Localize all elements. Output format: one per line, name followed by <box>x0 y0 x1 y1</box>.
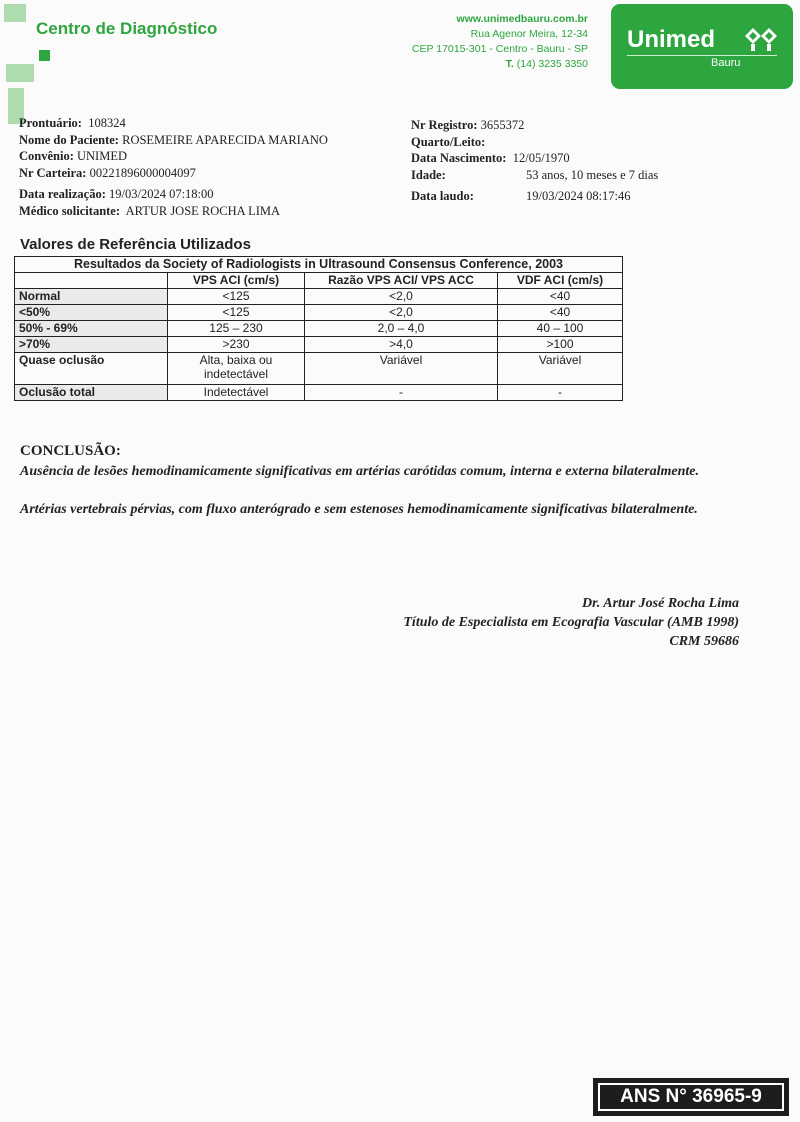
table-cell: >100 <box>498 337 623 353</box>
left-edge-marker <box>6 64 34 82</box>
address-line-1: Rua Agenor Meira, 12-34 <box>470 28 588 40</box>
table-row <box>15 337 623 353</box>
table-row <box>15 289 623 305</box>
reference-title: Valores de Referência Utilizados <box>20 236 251 253</box>
table-cell: Variável <box>305 353 498 385</box>
row-label: Oclusão total <box>15 385 168 401</box>
laudo-label: Data laudo: <box>411 189 474 203</box>
carteira-row <box>19 165 328 182</box>
table-cell: Variável <box>498 353 623 385</box>
table-cell: 2,0 – 4,0 <box>305 321 498 337</box>
column-header: VDF ACI (cm/s) <box>498 273 623 289</box>
convenio-row <box>19 148 328 165</box>
table-cell: <125 <box>168 305 305 321</box>
row-label: >70% <box>15 337 168 353</box>
medico-label: Médico solicitante: <box>19 203 121 218</box>
table-header-row <box>15 273 623 289</box>
medico-row <box>19 203 280 220</box>
website-link[interactable]: www.unimedbauru.com.br <box>456 13 588 25</box>
patient-name-label: Nome do Paciente: <box>19 132 119 147</box>
phone-prefix: T. <box>505 58 514 70</box>
quarto-row <box>411 134 711 151</box>
nascimento-label: Data Nascimento: <box>411 151 507 165</box>
table-cell: <125 <box>168 289 305 305</box>
signature-crm: CRM 59686 <box>669 634 739 649</box>
idade-row <box>411 167 711 184</box>
reference-table <box>14 256 623 401</box>
corner-cell <box>15 273 168 289</box>
table-row <box>15 321 623 337</box>
table-cell: 40 – 100 <box>498 321 623 337</box>
table-cell: >230 <box>168 337 305 353</box>
ans-number: ANS N° 36965-9 <box>598 1083 784 1111</box>
phone-number: (14) 3235 3350 <box>516 58 588 70</box>
signature-name: Dr. Artur José Rocha Lima <box>581 596 739 611</box>
prontuario-row <box>19 115 328 132</box>
contact-block <box>412 12 588 72</box>
logo-name: Unimed <box>627 26 716 53</box>
patient-name-row <box>19 132 328 149</box>
prontuario-label: Prontuário: <box>19 116 82 130</box>
row-label: Normal <box>15 289 168 305</box>
table-cell: <40 <box>498 305 623 321</box>
table-row <box>15 385 623 401</box>
registro-value: 3655372 <box>480 118 525 132</box>
row-label: Quase oclusão <box>15 353 168 385</box>
phone <box>412 57 588 72</box>
table-cell: - <box>498 385 623 401</box>
patient-name-value: ROSEMEIRE APARECIDA MARIANO <box>122 132 328 147</box>
table-row <box>15 305 623 321</box>
table-cell: <2,0 <box>305 305 498 321</box>
conclusion-heading: CONCLUSÃO: <box>20 443 121 459</box>
table-caption-row <box>15 257 623 273</box>
unimed-logo <box>611 4 793 89</box>
ans-badge <box>593 1078 789 1116</box>
table-cell: Alta, baixa ou indetectável <box>168 353 305 385</box>
table-row <box>15 353 623 385</box>
signature-title: Título de Especialista em Ecografia Vascular (AMB 1998) <box>403 615 739 630</box>
clinic-logo-square <box>39 50 50 61</box>
conclusion-line-2: Artérias vertebrais pérvias, com fluxo anterógrado e sem estenoses hemodinamicamente significativas bilateralmente. <box>20 502 698 517</box>
logo-city: Bauru <box>711 57 741 69</box>
carteira-label: Nr Carteira: <box>19 165 87 180</box>
realizacao-label: Data realização: <box>19 187 106 201</box>
patient-info-right <box>411 117 711 183</box>
row-label: 50% - 69% <box>15 321 168 337</box>
left-edge-marker <box>4 4 26 22</box>
idade-label: Idade: <box>411 167 446 182</box>
nascimento-value: 12/05/1970 <box>512 151 570 165</box>
medico-value: ARTUR JOSE ROCHA LIMA <box>125 203 281 218</box>
registro-label: Nr Registro: <box>411 118 478 132</box>
laudo-value: 19/03/2024 08:17:46 <box>526 189 631 203</box>
table-cell: Indetectável <box>168 385 305 401</box>
laudo-row <box>411 188 711 205</box>
patient-info-left <box>19 115 328 181</box>
table-cell: 125 – 230 <box>168 321 305 337</box>
registro-row <box>411 117 711 134</box>
table-cell: <40 <box>498 289 623 305</box>
logo-divider <box>627 55 777 56</box>
exam-info-left <box>19 186 280 219</box>
convenio-value: UNIMED <box>77 149 127 163</box>
convenio-label: Convênio: <box>19 149 74 163</box>
carteira-value: 00221896000004097 <box>89 165 196 180</box>
address-line-2: CEP 17015-301 - Centro - Bauru - SP <box>411 43 588 55</box>
tree-icon <box>744 26 778 58</box>
table-caption: Resultados da Society of Radiologists in Ultrasound Consensus Conference, 2003 <box>15 257 623 273</box>
realizacao-value: 19/03/2024 07:18:00 <box>109 187 214 201</box>
clinic-title: Centro de Diagnóstico <box>36 19 218 38</box>
realizacao-row <box>19 186 280 203</box>
prontuario-value: 108324 <box>88 116 126 130</box>
table-cell: - <box>305 385 498 401</box>
conclusion-line-1: Ausência de lesões hemodinamicamente significativas em artérias carótidas comum, interna e externa bilateralmente. <box>20 464 699 479</box>
column-header: Razão VPS ACI/ VPS ACC <box>305 273 498 289</box>
table-cell: >4,0 <box>305 337 498 353</box>
idade-value: 53 anos, 10 meses e 7 dias <box>526 167 659 182</box>
column-header: VPS ACI (cm/s) <box>168 273 305 289</box>
nascimento-row <box>411 150 711 167</box>
table-cell: <2,0 <box>305 289 498 305</box>
quarto-label: Quarto/Leito: <box>411 134 486 149</box>
row-label: <50% <box>15 305 168 321</box>
